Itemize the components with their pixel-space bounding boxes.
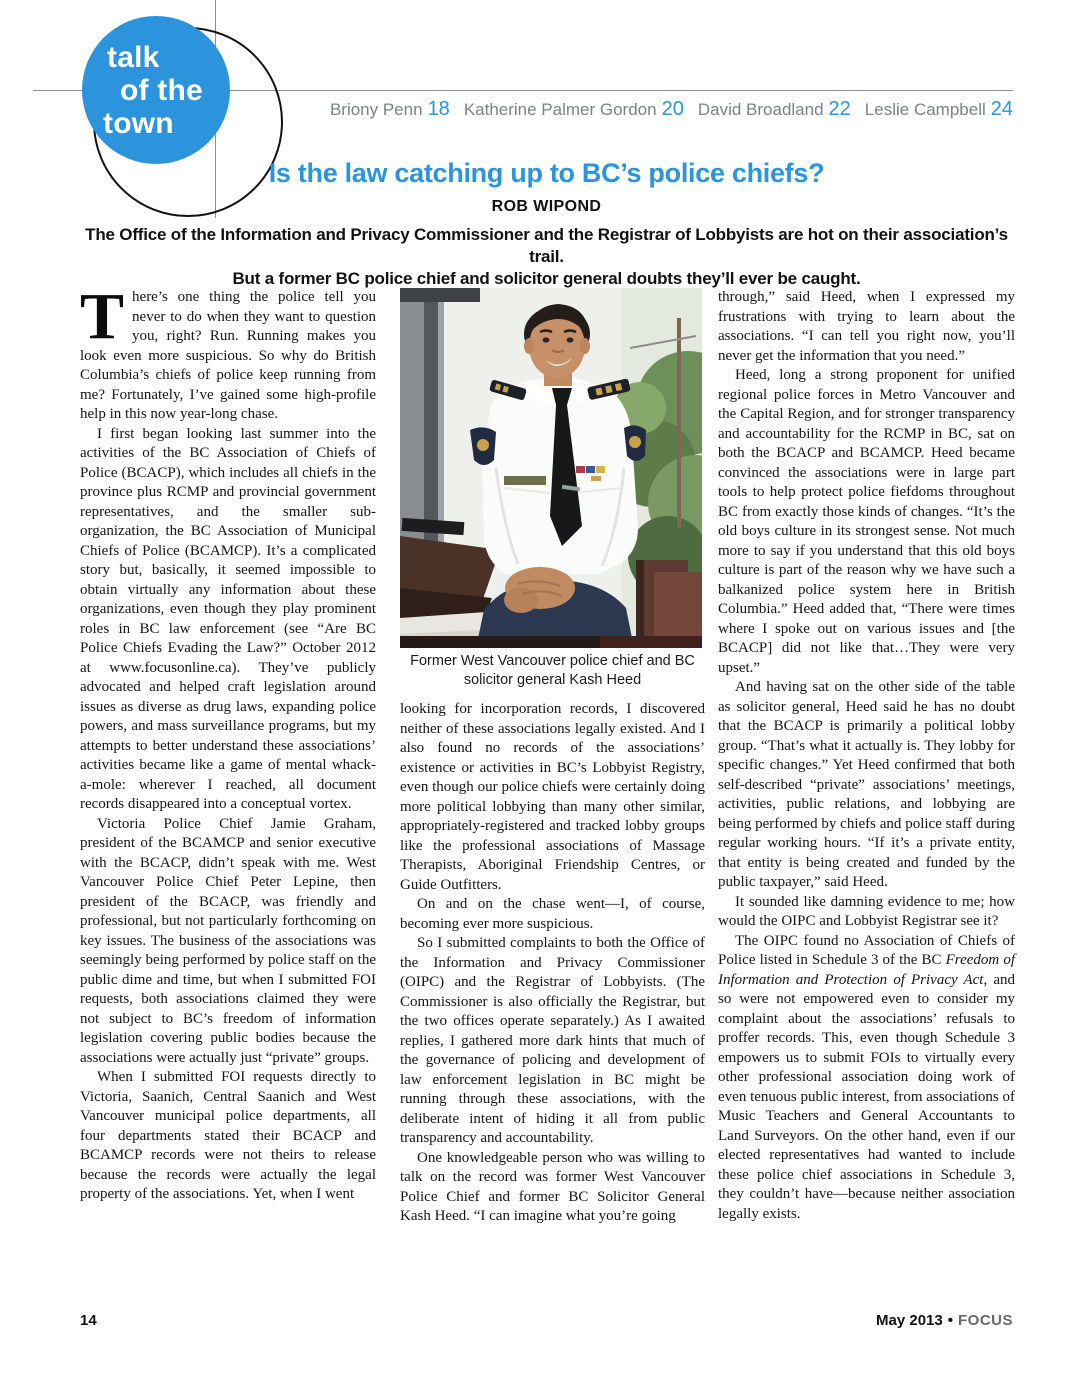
- paragraph-text: , and so were not empowered even to consider my complaint about the associations’ refusals to proffer records. This, even though Schedule 3 empowers us to submit FOIs to virtually every other professional association doing work of even tenuous public interest, from associations of Music Teachers and General Accountants to Land Surveyors. On the other hand, even if our elected representatives had wanted to include these police chief associations in Schedule 3, they couldn’t have—because neither association legally exists.: [718, 971, 1016, 1222]
- body-paragraph: Victoria Police Chief Jamie Graham, president of the BCAMCP and senior executive with the BCACP, didn’t speak with me. West Vancouver Police Chief Peter Lepine, then president of the BCACP, was friendly and professional, but not particularly forthcoming on key issues. The business of the associations was seemingly being performed by police staff on the public dime and time, but when I submitted FOI requests, both associations claimed they were not subject to BC’s freedom of information legislation covering public bodies because the associations were actually just “private” groups.: [80, 815, 376, 1066]
- body-paragraph: [80, 280, 376, 425]
- column-1: [80, 280, 376, 1205]
- contributor-page-number: 24: [990, 98, 1013, 120]
- body-paragraph: through,” said Heed, when I expressed my frustrations with trying to learn about the associations. “I can tell you right now, you’ll never get the information that you need.”: [718, 289, 1015, 364]
- kash-heed-photo-illustration: [400, 288, 702, 648]
- contributor-page-number: 22: [828, 98, 851, 120]
- kash-heed-photo: [400, 288, 702, 648]
- body-paragraph: On and on the chase went—I, of course, becoming ever more suspicious.: [400, 896, 705, 932]
- talk-of-the-town-logo: [82, 16, 230, 164]
- act-title-italic: Freedom of Information and Protection of Privacy Act: [718, 952, 1015, 988]
- footer-issue-line: [876, 1312, 1013, 1329]
- column-3: [718, 288, 1015, 1224]
- contributor-page-number: 18: [427, 98, 450, 120]
- contributors-index: [330, 98, 1013, 121]
- paragraph-text: The OIPC found no Association of Chiefs of Police listed in Schedule 3 of the BC: [718, 932, 1015, 968]
- body-paragraph: It sounded like damning evidence to me; how would the OIPC and Lobbyist Registrar see it?: [718, 893, 1015, 929]
- drop-cap: T: [80, 280, 125, 353]
- contributor-name: Leslie Campbell: [864, 100, 986, 119]
- logo-line-1: talk: [107, 40, 160, 74]
- body-paragraph: looking for incorporation records, I discovered neither of these associations legally existed. And I also found no records of the associations’ existence or activities in BC’s Lobbyist Registry, even though our police chiefs were certainly doing more political lobbying than many other similar, appropriately-registered and tracked lobby groups like the professional associations of Massage Therapists, Aboriginal Friendship Centres, or Guide Outfitters.: [400, 701, 705, 893]
- body-paragraph: [718, 932, 1015, 1225]
- contributor-name: Katherine Palmer Gordon: [463, 100, 657, 119]
- body-paragraph: One knowledgeable person who was willing to talk on the record was former West Vancouver Police Chief and former BC Solicitor General Kash Heed. “I can imagine what you’re going: [400, 1149, 705, 1224]
- logo-line-2: of the: [120, 73, 203, 107]
- article-title: Is the law catching up to BC’s police chiefs?: [268, 158, 825, 188]
- body-paragraph: I first began looking last summer into the activities of the BC Association of Chiefs of Police (BCACP), which includes all chiefs in the province plus RCMP and provincial government representatives, and the smaller sub-organization, the BC Association of Municipal Chiefs of Police (BCAMCP). It’s a complicated story but, basically, it seemed impossible to obtain virtually any information about these organizations, even though they play prominent roles in BC law enforcement (see “Are BC Police Chiefs Evading the Law?” October 2012 at www.focusonline.ca). They’ve publicly advocated and helped craft legislation around issues as diverse as drug laws, expanding police powers, and mass surveillance programs, but my attempts to better understand these associations’ activities became like a game of mental whack-a-mole: wherever I reached, all document records disappeared into a conceptual vortex.: [80, 425, 376, 812]
- column-2: [400, 288, 705, 1227]
- name-tag: [504, 476, 546, 485]
- body-paragraph: And having sat on the other side of the table as solicitor general, Heed said he has no doubt that the BCACP is primarily a political lobby group. “That’s what it actually is. They lobby for specific changes.” Yet Heed confirmed that both self-described “private” associations’ meetings, activities, public relations, and lobbying are being performed by chiefs and police staff during regular working hours. “If it’s a private entity, that entity is being created and funded by the public taxpayer,” said Heed.: [718, 679, 1015, 890]
- deck-line-2: But a former BC police chief and solicitor general doubts they’ll ever be caught.: [232, 269, 861, 288]
- body-paragraph: Heed, long a strong proponent for unified regional police forces in Metro Vancouver and the Capital Region, and for stronger transparency and accountability for the RCMP in BC, sat on both the BCACP and BCAMCP. Heed became convinced the associations were in large part tools to help protect police fiefdoms throughout BC from exactly those kinds of changes. “It’s the old boys culture in its strongest sense. Not much more to say if you understand that this old boys culture is part of the reason why we have such a balkanized police system here in British Columbia.” Heed added that, “There were times where I spoke out on various issues and [the BCACP] did not like that…They were very upset.”: [718, 367, 1015, 676]
- photo-caption: Former West Vancouver police chief and BC solicitor general Kash Heed: [410, 653, 695, 688]
- article-deck: [80, 224, 1013, 290]
- article-byline: ROB WIPOND: [491, 198, 602, 215]
- body-paragraph: So I submitted complaints to both the Office of the Information and Privacy Commissioner (OIPC) and the Registrar of Lobbyists. (The Commissioner is also officially the Registrar, but the two offices operate separately.) As I awaited replies, I gathered more dark hints that much of the governance of policing and development of law enforcement legislation in BC might be running through these associations, with the deliberate intent of hiding it all from public transparency and accountability.: [400, 935, 705, 1146]
- contributor-name: David Broadland: [697, 100, 824, 119]
- page-number: 14: [80, 1312, 97, 1329]
- contributor-name: Briony Penn: [329, 100, 423, 119]
- logo-line-3: town: [103, 106, 174, 140]
- magazine-name: FOCUS: [958, 1312, 1013, 1329]
- paragraph-text: here’s one thing the police tell you never to do when they want to question you, right? Run. Running makes you look even more suspicious. So why do British Columbia’s chiefs of police keep running from me? Fortunately, I’ve gained some high-profile help in this now year-long chase.: [80, 289, 376, 422]
- contributor-page-number: 20: [661, 98, 684, 120]
- chair: [636, 560, 702, 648]
- deck-line-1: The Office of the Information and Privacy Commissioner and the Registrar of Lobbyists are hot on their association’s trail.: [85, 225, 1008, 266]
- body-paragraph: When I submitted FOI requests directly to Victoria, Saanich, Central Saanich and West Vancouver municipal police departments, all four departments stated their BCACP and BCAMCP records were not theirs to release because the records were actually the legal property of the associations. Yet, when I went: [80, 1069, 376, 1202]
- footer-separator: •: [947, 1312, 953, 1329]
- issue-date: May 2013: [876, 1312, 943, 1329]
